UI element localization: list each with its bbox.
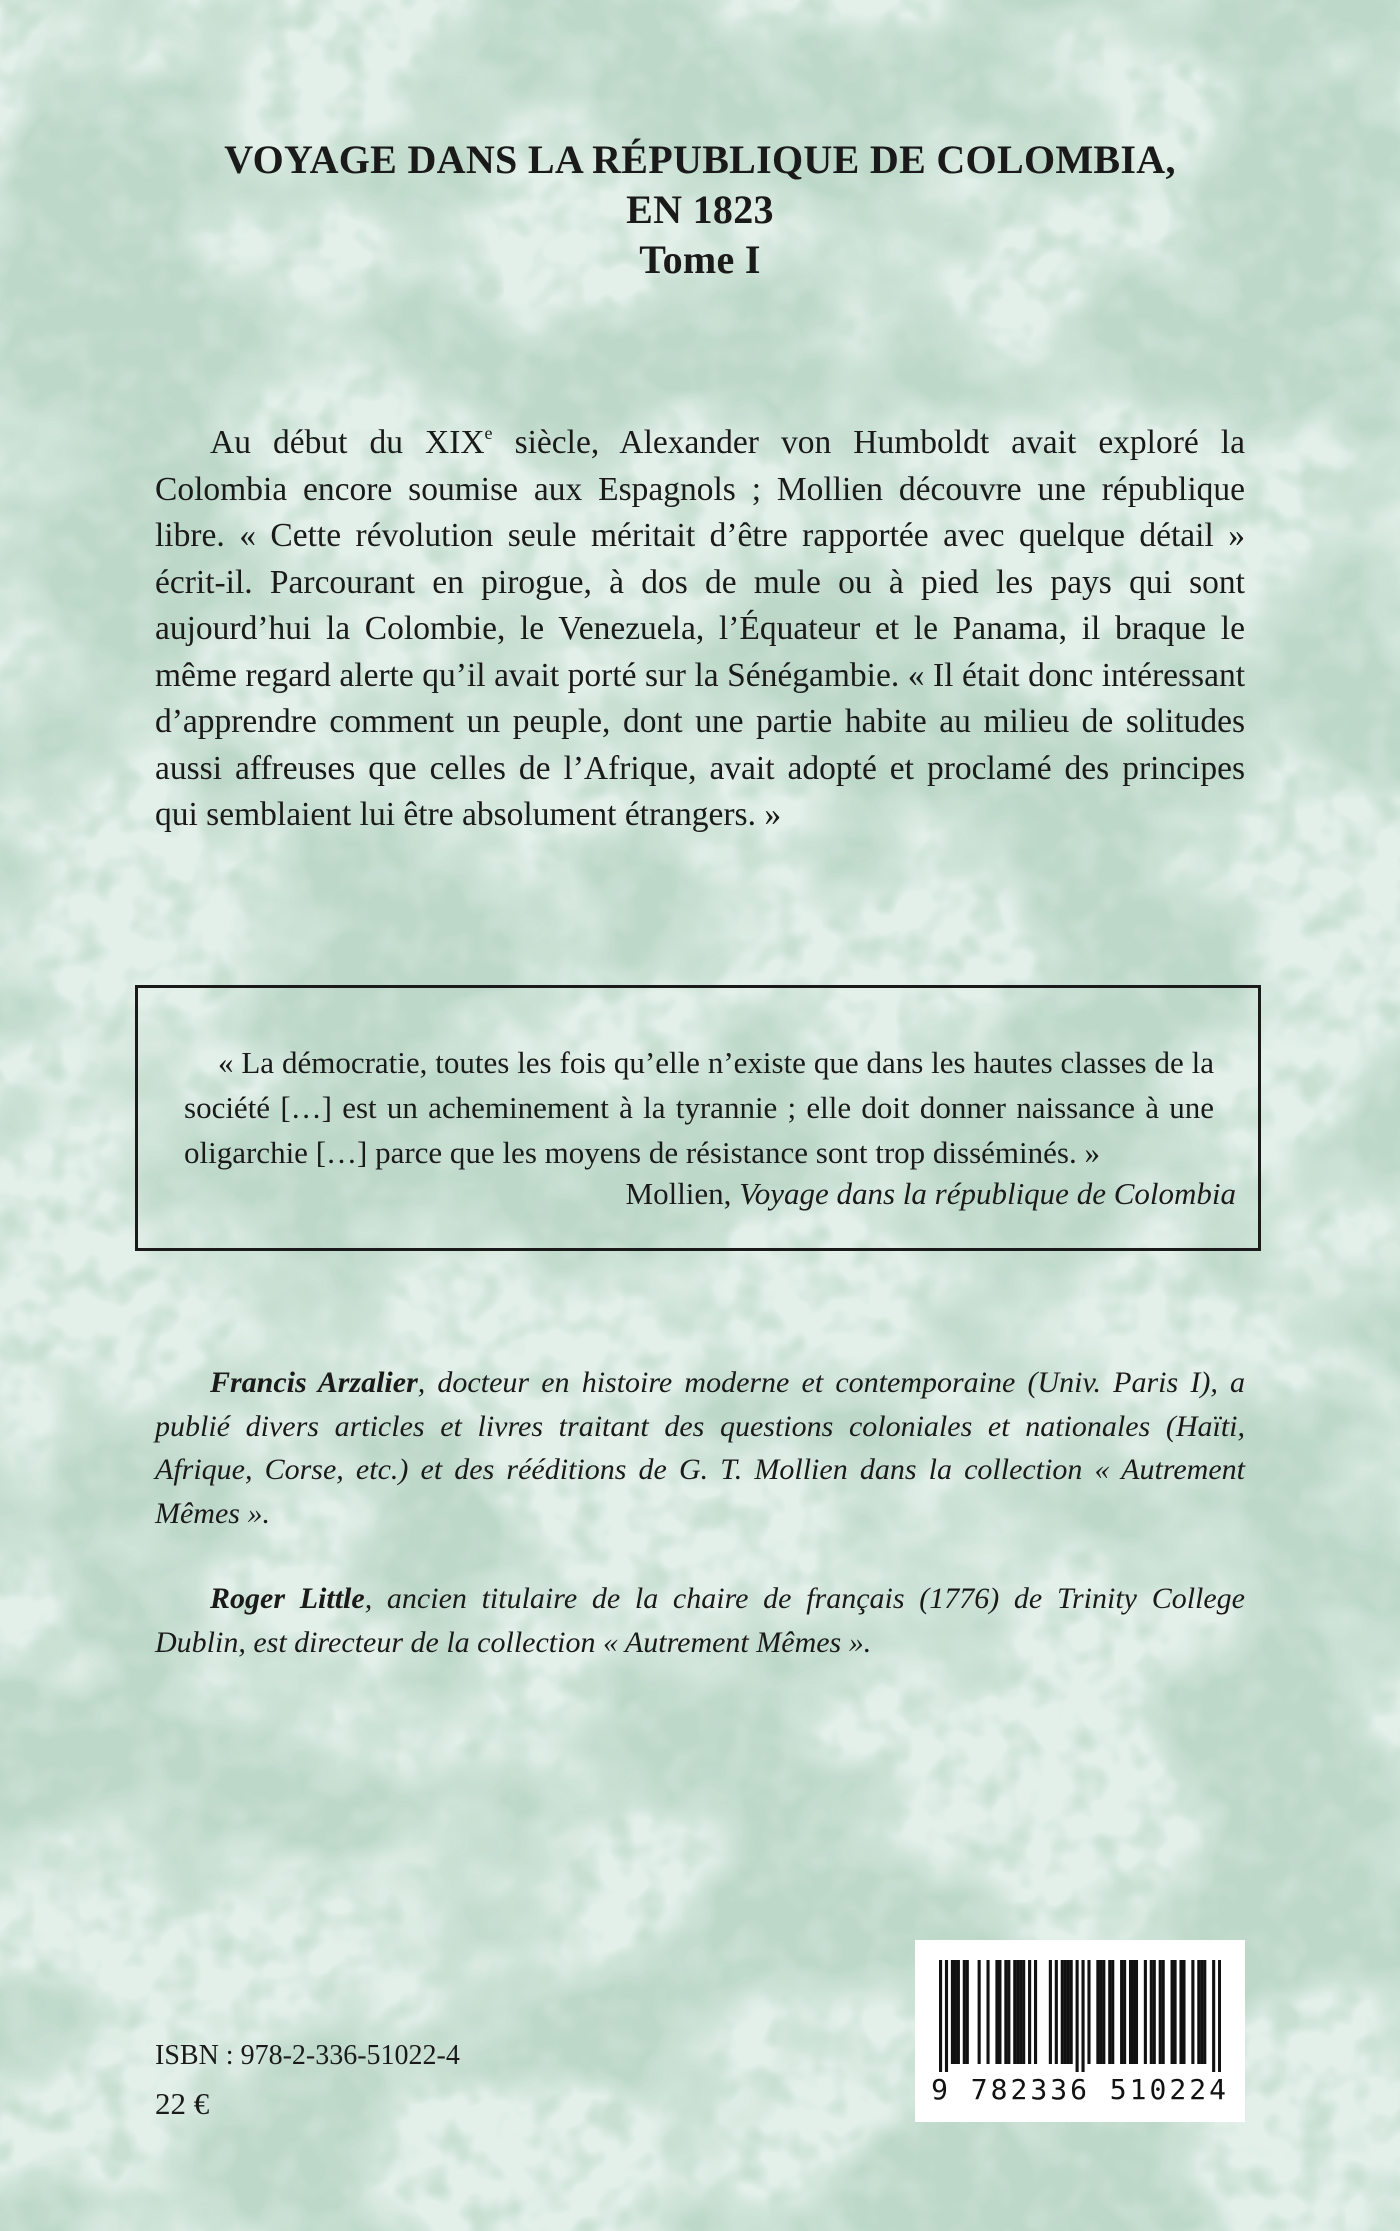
- summary-text-start: Au début du XIX: [210, 424, 485, 461]
- barcode-bar: [1061, 1960, 1064, 2064]
- barcode-bar: [1171, 1960, 1174, 2064]
- barcode-bar: [966, 1960, 969, 2064]
- barcode-bar: [1049, 1960, 1052, 2064]
- barcode: [915, 1940, 1245, 2122]
- bio-text-arzalier: , docteur en histoire moderne et contemporaine (Univ. Paris I), a publié divers articles et livres traitant des questions coloniales et nationales (Haïti, Afrique, Corse, etc.) et des rééditions de G. T. Mollien dans la collection « Autrement Mêmes ».: [155, 1366, 1245, 1530]
- barcode-bar: [1064, 1960, 1067, 2064]
- barcode-bar: [1132, 1960, 1135, 2064]
- barcode-bar: [1135, 1960, 1138, 2064]
- barcode-bar: [1004, 1960, 1007, 2064]
- author-bio-arzalier: [155, 1361, 1245, 1535]
- price: 22 €: [155, 2086, 210, 2121]
- barcode-bar: [986, 1960, 989, 2064]
- barcode-bar: [1179, 1960, 1182, 2064]
- barcode-bar: [1022, 1960, 1025, 2064]
- quote-attribution: [626, 1171, 1236, 1216]
- title-line-2: EN 1823: [626, 187, 774, 232]
- barcode-bar: [978, 1960, 981, 2064]
- barcode-bar: [951, 1960, 954, 2064]
- barcode-bar: [1123, 1960, 1126, 2064]
- bio-text-little: , ancien titulaire de la chaire de français (1776) de Trinity College Dublin, est directeur de la collection « Autrement Mêmes ».: [155, 1582, 1245, 1659]
- book-title: [0, 135, 1400, 285]
- barcode-bar: [945, 1960, 948, 2072]
- barcode-bar: [1108, 1960, 1111, 2064]
- barcode-bar: [1111, 1960, 1114, 2064]
- bio-name-little: Roger Little: [210, 1582, 365, 1615]
- barcode-bar: [1120, 1960, 1123, 2064]
- summary-superscript: e: [484, 423, 493, 443]
- barcode-bar: [1218, 1960, 1221, 2072]
- barcode-bar: [1081, 1960, 1084, 2072]
- barcode-bar: [1055, 1960, 1058, 2064]
- barcode-bar: [1067, 1960, 1070, 2064]
- barcode-bar: [1129, 1960, 1132, 2064]
- barcode-bar: [998, 1960, 1001, 2064]
- barcode-bar: [1087, 1960, 1090, 2064]
- barcode-bar: [954, 1960, 957, 2064]
- isbn: ISBN : 978-2-336-51022-4: [155, 2040, 460, 2071]
- barcode-bar: [1191, 1960, 1194, 2064]
- barcode-bar: [1016, 1960, 1019, 2064]
- barcode-bar: [1007, 1960, 1010, 2064]
- barcode-bar: [939, 1960, 942, 2072]
- summary-text-rest: siècle, Alexander von Humboldt avait exploré la Colombia encore soumise aux Espagnols ; Mollien découvre une république libre. « Cette révolution seule méritait d’être rapportée avec quelque détail » écrit-il. Parcourant en pirogue, à dos de mule ou à pied les pays qui sont aujourd’hui la Colombie, le Venezuela, l’Équateur et le Panama, il braque le même regard alerte qu’il avait porté sur la Sénégambie. « Il était donc intéressant d’apprendre comment un peuple, dont une partie habite au milieu de solitudes aussi affreuses que celles de l’Afrique, avait adopté et proclamé des principes qui semblaient lui être absolument étrangers. »: [155, 424, 1245, 833]
- title-line-3: Tome I: [639, 237, 761, 282]
- author-bio-little: [155, 1577, 1245, 1664]
- barcode-bar: [1144, 1960, 1147, 2064]
- quote-work-title: Voyage dans la république de Colombia: [739, 1176, 1236, 1211]
- barcode-bar: [1212, 1960, 1215, 2072]
- barcode-bar: [1028, 1960, 1031, 2064]
- barcode-bar: [1203, 1960, 1206, 2064]
- barcode-bar: [1096, 1960, 1099, 2064]
- barcode-bar: [1019, 1960, 1022, 2064]
- barcode-bar: [1102, 1960, 1105, 2064]
- barcode-bar: [1013, 1960, 1016, 2064]
- barcode-bar: [1150, 1960, 1153, 2064]
- barcode-bar: [1197, 1960, 1200, 2064]
- barcode-bar: [1034, 1960, 1037, 2064]
- bio-name-arzalier: Francis Arzalier: [210, 1366, 418, 1399]
- quote-author: Mollien,: [625, 1176, 740, 1211]
- barcode-bar: [1174, 1960, 1177, 2064]
- summary-paragraph: [155, 420, 1245, 839]
- barcode-bar: [1076, 1960, 1079, 2072]
- title-line-1: VOYAGE DANS LA RÉPUBLIQUE DE COLOMBIA,: [224, 137, 1176, 182]
- barcode-bar: [995, 1960, 998, 2064]
- barcode-bars: [939, 1960, 1221, 2072]
- barcode-bar: [1070, 1960, 1073, 2064]
- barcode-bar: [1099, 1960, 1102, 2064]
- barcode-bar: [1200, 1960, 1203, 2064]
- barcode-bar: [957, 1960, 960, 2064]
- quote-text: « La démocratie, toutes les fois qu’elle n’existe que dans les hautes classes de la société […] est un acheminement à la tyrannie ; elle doit donner naissance à une oligarchie […] parce que les moyens de résistance sont trop disséminés. »: [184, 1045, 1214, 1170]
- barcode-bar: [963, 1960, 966, 2064]
- quote-box: [135, 985, 1261, 1251]
- barcode-number: 9 782336 510224: [931, 2073, 1229, 2106]
- barcode-bar: [1162, 1960, 1165, 2064]
- barcode-bar: [1159, 1960, 1162, 2064]
- barcode-bar: [1153, 1960, 1156, 2064]
- barcode-bar: [1182, 1960, 1185, 2064]
